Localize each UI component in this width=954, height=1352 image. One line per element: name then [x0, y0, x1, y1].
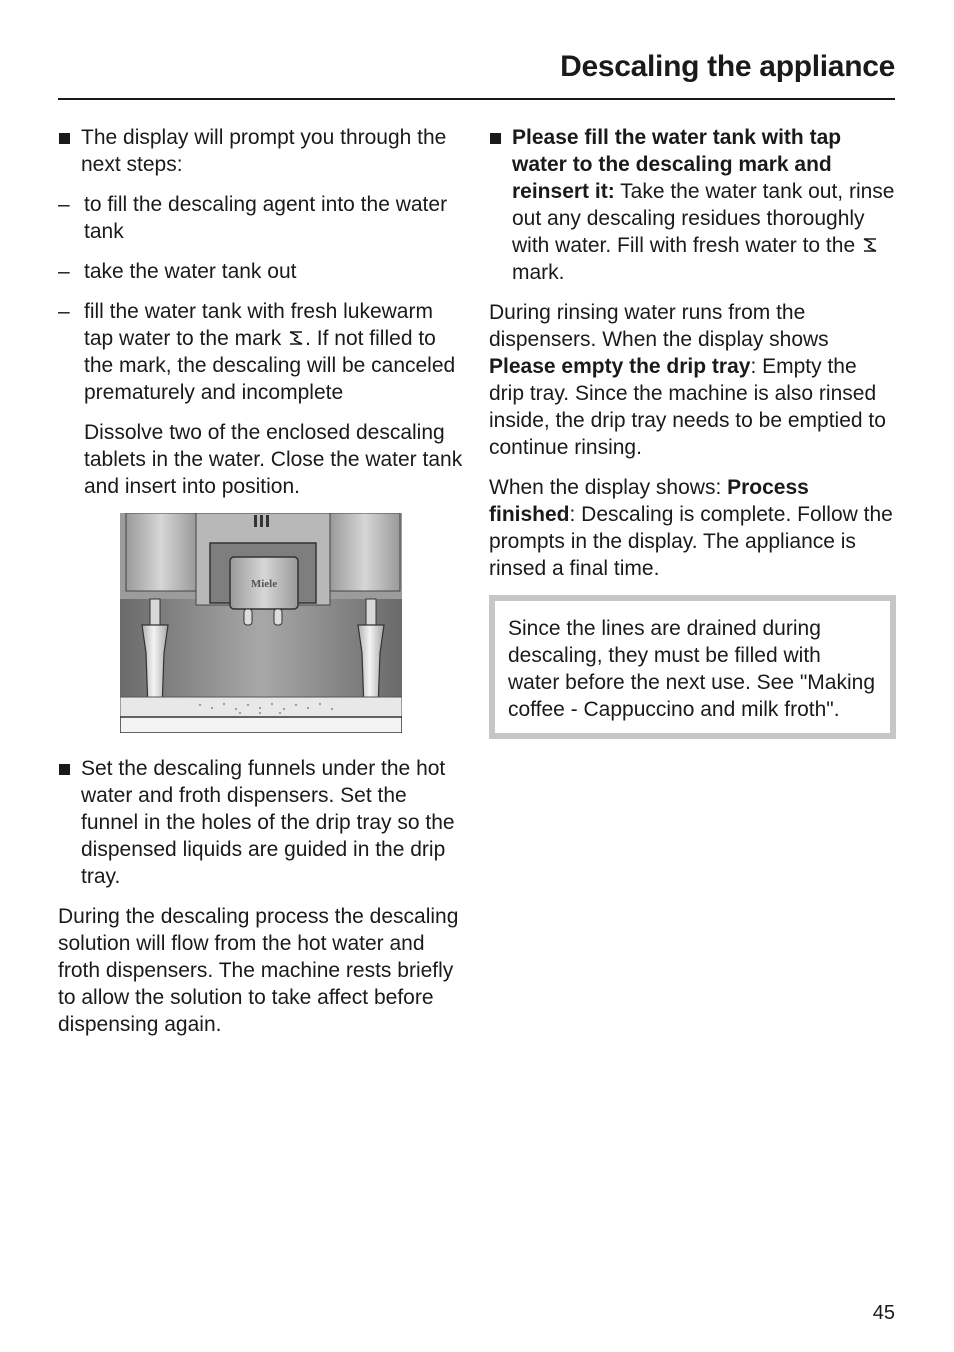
note-text: Since the lines are drained during descaling, they must be filled with water before the next use. See "Making coffee - Cappuccino and milk froth".: [508, 617, 875, 721]
page-number: 45: [872, 1302, 895, 1324]
intro-text: The display will prompt you through the next steps:: [81, 126, 447, 176]
descaling-mark-icon: [287, 329, 305, 347]
dash-item-fill-water: [58, 298, 466, 406]
machine-illustration: [120, 513, 402, 733]
square-bullet-icon: [490, 133, 501, 144]
finished-text-tail: : Descaling is complete. Follow the prompts in the display. The appliance is rinsed a final time.: [489, 503, 893, 580]
rinsing-text: During rinsing water runs from the dispensers. When the display shows: [489, 301, 829, 351]
dash-item-take-tank: [58, 258, 466, 285]
funnels-step: [58, 755, 466, 890]
finished-paragraph: [489, 474, 896, 582]
square-bullet-icon: [59, 133, 70, 144]
finished-text: When the display shows:: [489, 476, 728, 499]
rinsing-text-tail: : Empty the drip tray. Since the machine is also rinsed inside, the drip tray needs to be emptied to continue rinsing.: [489, 355, 886, 459]
dash-item-text: to fill the descaling agent into the water tank: [84, 193, 448, 243]
square-bullet-icon: [59, 764, 70, 775]
right-column: [489, 124, 896, 739]
dash-marker: –: [58, 193, 70, 216]
brand-logo: Miele: [250, 578, 278, 590]
fill-tank-text-tail: mark.: [512, 261, 565, 284]
dash-item-text-tail: . If not filled to the mark, the descaling will be canceled prematurely and incomplete: [84, 327, 456, 404]
rinsing-paragraph: [489, 299, 896, 461]
dissolve-instructions: Dissolve two of the enclosed descaling tablets in the water. Close the water tank and insert into position.: [84, 421, 463, 498]
descaling-process-paragraph: During the descaling process the descaling solution will flow from the hot water and froth dispensers. The machine rests briefly to allow the solution to take affect before dispensing again.: [58, 905, 459, 1036]
page-title: Descaling the appliance: [560, 50, 895, 83]
dash-item-text: take the water tank out: [84, 260, 297, 283]
display-message-empty-drip-tray: Please empty the drip tray: [489, 355, 751, 378]
dash-marker: –: [58, 260, 70, 283]
fill-tank-heading: Please fill the water tank with tap water to the descaling mark and reinsert it:: [512, 126, 842, 203]
dash-item-text: fill the water tank with fresh lukewarm tap water to the mark: [84, 300, 433, 350]
dash-marker: –: [58, 300, 70, 323]
note-box: [489, 595, 896, 739]
left-column: [58, 124, 466, 1051]
fill-tank-text: Take the water tank out, rinse out any descaling residues thoroughly with water. Fill with fresh water to the: [512, 180, 895, 257]
descaling-mark-icon: [861, 236, 879, 254]
funnels-text: Set the descaling funnels under the hot water and froth dispensers. Set the funnel in the holes of the drip tray so the dispensed liquids are guided in the drip tray.: [81, 757, 455, 888]
dash-item-fill-agent: [58, 191, 466, 245]
intro-step: [58, 124, 466, 178]
header-rule: [58, 98, 895, 100]
fill-tank-step: [489, 124, 896, 286]
display-message-process-finished: Process finished: [489, 476, 809, 526]
